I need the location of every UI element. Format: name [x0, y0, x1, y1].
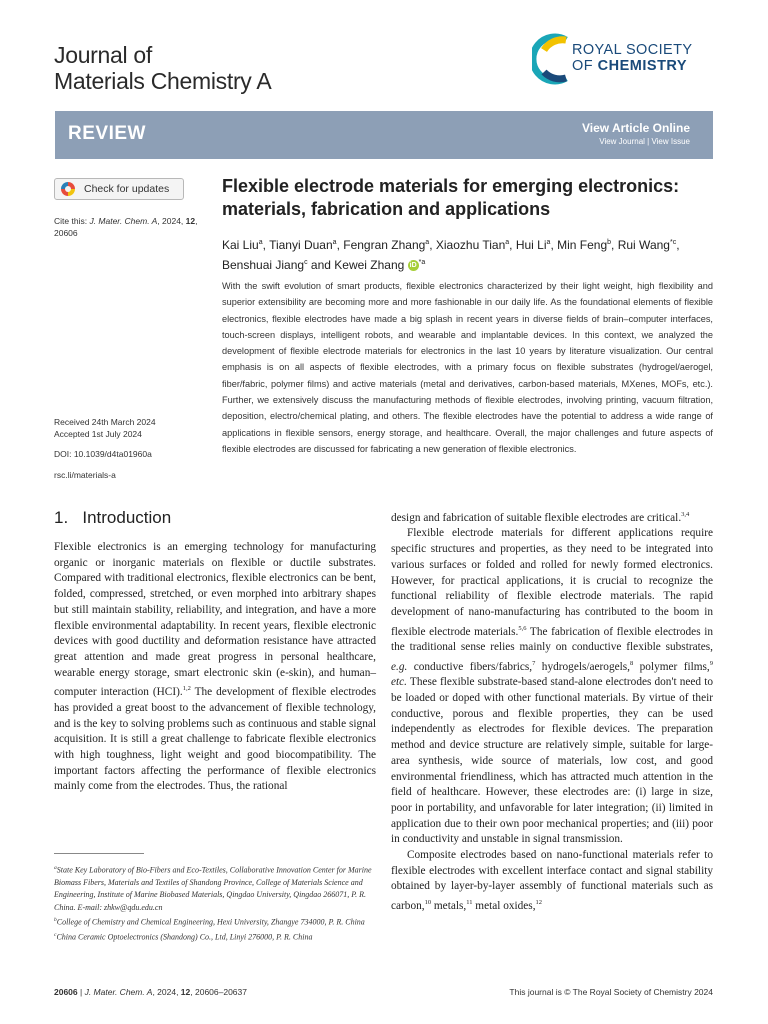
reference-link[interactable]: 11 [466, 899, 473, 907]
accepted-date: Accepted 1st July 2024 [54, 429, 142, 439]
check-for-updates-label: Check for updates [84, 183, 170, 195]
rsc-logo-icon [532, 32, 572, 86]
publisher-line2 [572, 58, 692, 74]
author-affiliation-mark: *c [669, 239, 677, 246]
author-affiliation-mark: a [332, 239, 337, 246]
section-title: Introduction [82, 508, 172, 527]
publisher-name[interactable] [572, 42, 692, 74]
affiliation-footnotes [54, 862, 376, 944]
section-heading [54, 508, 171, 528]
author-name[interactable]: Kewei Zhang [334, 258, 405, 272]
check-for-updates-button[interactable] [54, 178, 184, 200]
author-affiliation-mark: a [505, 239, 510, 246]
orcid-icon[interactable]: iD [409, 262, 417, 270]
view-journal-link[interactable]: View Journal [599, 137, 645, 146]
article-type-banner [55, 111, 713, 159]
journal-title-line1: Journal of [54, 42, 153, 68]
reference-link[interactable]: 9 [709, 659, 713, 667]
body-column-left [54, 540, 376, 795]
author-affiliation-mark: *a [418, 259, 426, 266]
reference-link[interactable]: 1,2 [182, 685, 191, 693]
section-number: 1. [54, 508, 69, 527]
journal-title [54, 42, 271, 94]
publisher-line2-bold: CHEMISTRY [597, 58, 688, 74]
publisher-line2-prefix: OF [572, 58, 598, 74]
reference-link[interactable]: 8 [629, 659, 634, 667]
author-affiliation-mark: a [425, 239, 430, 246]
banner-links [599, 137, 690, 146]
reference-link[interactable]: 3,4 [681, 511, 690, 518]
journal-site-link[interactable]: rsc.li/materials-a [54, 470, 116, 480]
author-affiliation-mark: c [304, 259, 308, 266]
author-name[interactable]: Min Feng [557, 238, 608, 252]
paragraph: Flexible electronics is an emerging technology for manufacturing organic or inorganic materials on flexible or ductile substrates. Compared with traditional electronics, flexible electronics can be bent, folded, compressed, stretched, or even morphed into arbitrary shapes but still maintain stability, reliability, and integration, and have a more flexible environmental adaptability. In recent years, flexible electronic devices with good ductility and deformation resistance have attracted great attention and made great progress in personal healthcare, wearable energy storage, smart electronic skin (e-skin), and human–computer interaction (HCI).$^{1,2}$ The development of flexible electrodes has provided a great boost to the advancement of flexible technology, and is the key to solving problems such as continuous and stable signal acquisition. It is still a great challenge to fabricate flexible electronics with high toughness, light weight and good biocompatibility. The important factors affecting the performance of flexible electronics mainly come from the electrodes. Thus, the rational [54, 541, 377, 793]
author-affiliation-mark: b [607, 239, 612, 246]
article-type-label: REVIEW [68, 123, 146, 144]
author-name[interactable]: Benshuai Jiang [222, 258, 305, 272]
reference-link[interactable]: 5,6 [518, 624, 527, 632]
author-name[interactable]: Rui Wang [617, 238, 670, 252]
doi[interactable]: DOI: 10.1039/d4ta01960a [54, 449, 152, 459]
author-affiliation-mark: a [546, 239, 551, 246]
page-number: 20606 [54, 987, 78, 997]
footnote-a: $^a$State Key Laboratory of Bio-Fibers and Eco-Textiles, Collaborative Innovation Center for Marine Biomass Fibers, Materials and Textiles of Shandong Province, College of Materials Science and Engineering, Institute of Marine Biobased Materials, Qingdao University, Qingdao 266071, P. R. China. E-mail: zhkw@qdu.edu.cn [54, 865, 372, 912]
author-name[interactable]: Xiaozhu Tian [435, 238, 506, 252]
paragraph: Flexible electrode materials for different applications require specific structures and properties, as they need to be integrated into various surfaces or folded and rolled for newly formed electronics. However, for practical applications, it is crucial to recognize the functional reliability of flexible electrode materials. The rapid development of nano-manufacturing has contributed to the boom in flexible electrode materials.$^{5,6}$ The fabrication of flexible electrodes in the traditional sense relies mainly on conductive flexible substrates, e.g. conductive fibers/fabrics,$^7$ hydrogels/aerogels,$^8$ polymer films,$^9$ etc. These flexible substrate-based stand-alone electrodes don't need to be loaded or doped with other functional materials. By virtue of their conductive, porous and flexible properties, they can be used independently as electrodes for flexible devices. The preparation method and device structure are relatively simple, suitable for large-area synthesis, wide source of materials, low cost, and good environmental friendliness, which has attracted much attention in the field of healthcare. However, these electrodes are: (i) large in size, poor in portability, and unfavorable for later integration; (ii) limited in application due to their own poor mechanical properties; and (iii) poor in conductivity and unstable in signal transmission. [391, 527, 713, 846]
author-name[interactable]: Kai Liu [222, 238, 259, 252]
page-footer-left: 20606 | J. Mater. Chem. A, 2024, 12, 20606–20637 [54, 987, 247, 997]
publisher-line1: ROYAL SOCIETY [572, 42, 693, 58]
journal-title-line2: Materials Chemistry A [54, 68, 272, 94]
view-issue-link[interactable]: View Issue [651, 137, 690, 146]
view-article-online-link[interactable]: View Article Online [581, 121, 690, 135]
banner-link-separator: | [644, 137, 652, 146]
author-name[interactable]: Fengran Zhang [343, 238, 426, 252]
body-column-right [391, 507, 713, 915]
author-name[interactable]: Hui Li [515, 238, 547, 252]
abstract: With the swift evolution of smart products, flexible electronics characterized by their light weight, high flexibility and superior extensibility are becoming more and more fashionable in our daily life. As the foundational elements of flexible electronics, flexible electrodes have made a big splash in recent years in diverse fields of brain–computer interfaces, touch-screen displays, intelligent robots, and wearable and implantable devices. In this context, we analyzed the development of flexible electrode materials for electronics in the last 10 years by literature visualization. Our central emphasis is on all aspects of flexible electrodes, with a primary focus on flexible substrates (hydrogel/aerogel, fiber/fabric, polymer films) and active materials (metal and derivatives, carbon-based materials, MXenes, MOFs, etc.). Further, we extensively discuss the manufacturing methods of flexible electrodes, involving printing, vacuum filtration, deposition, electro/chemical plating, and others. The flexible electrodes have the potential to address a wide range of applications in flexible sensors, energy storage, and healthcare. Overall, the major challenges and future aspects of flexible electrodes are discussed for fabricating a new generation of flexible electronics. [222, 281, 713, 454]
footnote-c: $^c$China Ceramic Optoelectronics (Shandong) Co., Ltd, Linyi 276000, P. R. China [54, 931, 313, 942]
paragraph: Composite electrodes based on nano-functional materials refer to flexible electrodes with excellent interface contact and signal stability obtained by layer-by-layer assembly of functional materials such as carbon,$^{10}$ metals,$^{11}$ metal oxides,$^{12}$ [391, 849, 713, 912]
reference-link[interactable]: 10 [424, 899, 432, 907]
page-footer-right: This journal is © The Royal Society of Chemistry 2024 [509, 987, 713, 997]
author-affiliation-mark: a [258, 239, 263, 246]
reference-link[interactable]: 12 [535, 899, 543, 907]
crossmark-icon [61, 182, 75, 196]
reference-link[interactable]: 7 [532, 659, 536, 667]
citation: Cite this: J. Mater. Chem. A, 2024, 12, 20606 [54, 216, 198, 238]
received-date: Received 24th March 2024 [54, 417, 156, 427]
paragraph: design and fabrication of suitable flexible electrodes are critical.$^{3,4}$ [391, 511, 690, 524]
author-name[interactable]: Tianyi Duan [269, 238, 333, 252]
author-list: Kai Liu$^a$, Tianyi Duan$^a$, Fengran Zhang$^a$, Xiaozhu Tian$^a$, Hui Li$^a$, Min Feng$^b$, Rui Wang$^{*c}$, Benshuai Jiang$^c$ and Kewei Zhang iD $^{*a}$ [222, 238, 680, 272]
footnote-divider [54, 853, 144, 854]
footnote-b: $^b$College of Chemistry and Chemical Engineering, Hexi University, Zhangye 734000, P. R. China [54, 916, 365, 927]
article-title: Flexible electrode materials for emerging electronics: materials, fabrication and applications [222, 176, 680, 219]
